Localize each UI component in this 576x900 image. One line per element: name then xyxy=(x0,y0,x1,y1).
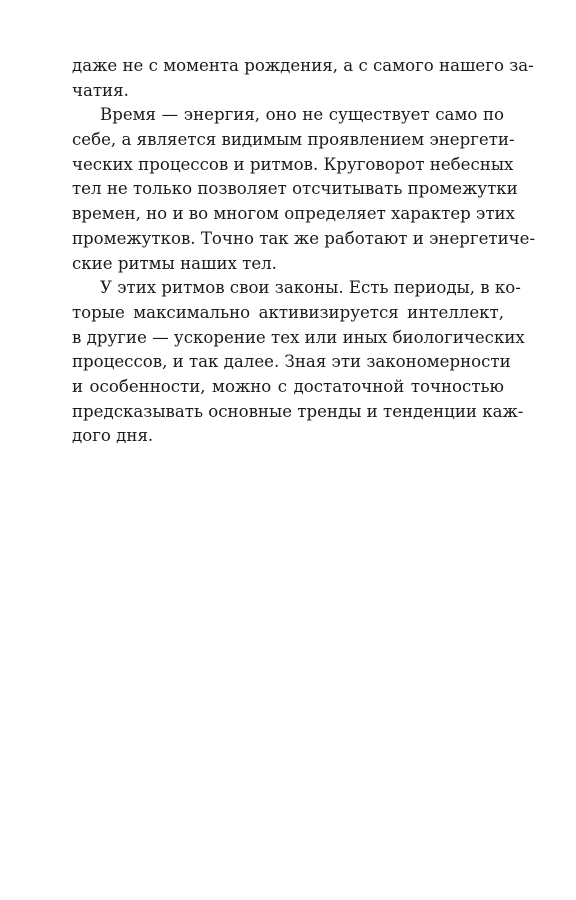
text-line: ские ритмы наших тел. xyxy=(72,253,277,273)
text-line: торые максимально активизируется интеллект, xyxy=(72,302,504,322)
text-line: тел не только позволяет отсчитывать промежутки xyxy=(72,179,518,199)
text-line: ческих процессов и ритмов. Круговорот небесных xyxy=(72,154,514,174)
text-line: предсказывать основные тренды и тенденции каж- xyxy=(72,401,524,421)
text-line: в другие — ускорение тех или иных биологических xyxy=(72,327,525,347)
text-line: чатия. xyxy=(72,80,129,100)
text-line: себе, а является видимым проявлением энергети- xyxy=(72,130,515,150)
text-line: даже не с момента рождения, а с самого нашего за- xyxy=(72,56,534,75)
text-line: процессов, и так далее. Зная эти закономерности xyxy=(72,352,511,372)
paragraph-1 xyxy=(72,54,534,103)
paragraph-2 xyxy=(72,103,536,276)
text-line: и особенности, можно с достаточной точностью xyxy=(72,376,504,396)
paragraph-3 xyxy=(72,276,525,449)
text-line: Время — энергия, оно не существует само по xyxy=(100,105,504,125)
text-line: дого дня. xyxy=(72,426,154,446)
text-line: У этих ритмов свои законы. Есть периоды, в ко- xyxy=(100,278,521,298)
book-page xyxy=(72,54,536,449)
text-line: времен, но и во многом определяет характер этих xyxy=(72,204,515,224)
text-line: промежутков. Точно так же работают и энергетиче- xyxy=(72,228,536,248)
